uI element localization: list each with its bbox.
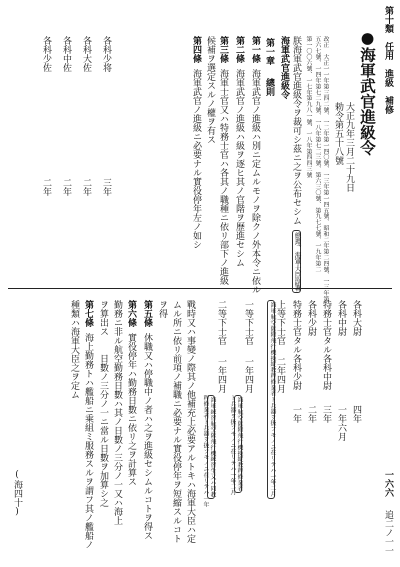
article-7-line: 種類ハ海軍大臣之ヲ定ム: [69, 300, 79, 399]
article-3-number: 第三條: [218, 36, 228, 63]
rank-years: 四年: [351, 405, 361, 423]
rank-years: 二年: [61, 178, 71, 196]
rank-years: 二年: [81, 178, 91, 196]
article-6-line: 勤務ニ非ル航空勤務日數ハ其ノ日數ノ三分ノ一又ハ海上: [112, 300, 122, 525]
order-title: ●海軍武官進級令: [358, 28, 377, 156]
article-2-number: 第二條: [234, 36, 244, 63]
itto-label: 一等下士官: [243, 300, 253, 345]
page-marker: (海四十): [12, 470, 22, 517]
article-4-para-line: 戰時又ハ事變ノ際其ノ他補充上必要アルトキハ海軍大臣ハ定: [185, 300, 195, 543]
rank-label: 各科中佐: [61, 36, 71, 72]
article-1-number: 第一條: [250, 36, 260, 63]
article-6-text: 實役停年ハ勤務日數ニ依リ之ヲ計算ス: [126, 333, 136, 486]
rank-label: 各科少佐: [41, 36, 51, 72]
article-7-text: 海上勤務トハ艦船ニ乘組ミ服務スルヲ謂フ其ノ艦船ノ: [83, 333, 93, 549]
rank-years: 三年: [321, 405, 331, 423]
rank-label: 各科少尉: [306, 300, 316, 336]
article-2-text: 海軍武官ノ進級ハ級ヲ逐ヒ其ノ官階ヲ歷進セシム: [234, 69, 244, 267]
nito-note-1: 海軍練習航空隊飛行機練習生又ハ同教: [209, 397, 215, 498]
article-4-para-line: ムル所ニ依リ前項ノ補職ニ必要ナル實役停年ヲ短縮スルコト: [171, 300, 181, 543]
rank-years: 一年六月: [336, 405, 346, 441]
article-4-para-line: ヲ得: [157, 300, 167, 318]
article-6-line: ヲ算出ス 日數ノ三分ノ一ニ當ル日數ヲ加算シ之: [98, 300, 108, 507]
revision-line-2: 五六七號、一四年第七二九號、一八年第七二三號、第六三〇號、第九七七號、一九年第二: [314, 36, 320, 272]
order-date: 大正九年三月二十九日: [344, 102, 354, 192]
rank-label: 各科中尉: [336, 300, 346, 336]
page-number: 一六六: [383, 470, 393, 497]
rank-label: 各科大佐: [81, 36, 91, 72]
article-7-number: 第七條: [83, 300, 93, 327]
article-5-text: 休職又ハ停職中ノ者ハ之ヲ進級セシムルコトヲ得ス: [142, 333, 152, 540]
order-number: 勅令第五十八號: [333, 102, 343, 165]
article-1-text: 海軍武官ノ進級ハ別ニ定ムルモノヲ除クノ外本令ニ依ル: [250, 69, 260, 294]
rank-label: 特務士官タル各科少尉: [291, 300, 301, 390]
rank-label: 各科大尉: [351, 300, 361, 336]
chapter-number: 第一章: [264, 38, 274, 65]
article-3-text-cont: 候補ヲ選定スルノ權ヲ有ス: [205, 36, 215, 144]
preamble-signatories: 總理、海軍大臣副署: [293, 232, 301, 292]
article-6-number: 第六條: [126, 300, 136, 327]
revision-note: 追二ノ一一: [383, 510, 393, 555]
article-4-number: 第四條: [191, 36, 201, 63]
nito-label: 二等下士官: [216, 300, 226, 345]
chapter-name: 總則: [264, 78, 274, 96]
revision-line-1: 改正 大正一一年第三四二號、一二年第一四〇號、一三年第一四五號、昭和二年第二四號、一三年第: [322, 36, 328, 302]
nito-period: 一年四月: [216, 357, 226, 393]
itto-note-2: ト兵器ヲ扱フモノニ在リテハ一年二月: [229, 395, 235, 496]
rank-years: 三年: [101, 178, 111, 196]
joto-label: 上等下士官: [275, 300, 285, 345]
itto-note-1: 海軍航空隊附飛行機操縦教程修業者: [236, 397, 242, 492]
itto-period: 一年四月: [243, 357, 253, 393]
article-4-text: 海軍武官ノ進級ニ必要ナル實役停年左ノ如シ: [191, 69, 201, 249]
rank-years: 二年: [41, 178, 51, 196]
joto-note: 海軍航空隊附飛行機操縦教程修業者ト兵器ヲ扱フモノニ在リテハ一年二月: [269, 302, 275, 497]
revision-line-3: 第一〇〇六號、一七年第九八一號、一八年第四四三號: [305, 36, 311, 178]
section-divider: [8, 288, 392, 289]
category-header: 第十類 任用 進級 補修: [383, 6, 393, 114]
joto-period: 二年四月: [275, 357, 285, 393]
article-3-text: 海軍士官又ハ特務士官ハ各其ノ職種ニ依リ部下ノ進級: [218, 69, 228, 285]
nito-note-2: 程修業者ト兵器ヲ扱フモノニ在リテハ一年: [202, 395, 208, 508]
rank-years: 二年: [306, 405, 316, 423]
preamble: 朕海軍武官進級令ヲ裁可シ茲ニ之ヲ公布セシム: [291, 36, 301, 225]
rank-years: 一年: [291, 405, 301, 423]
inner-title: 海軍武官進級令: [279, 36, 289, 99]
rank-label: 特務士官タル各科中尉: [321, 300, 331, 390]
rank-label: 各科少将: [101, 36, 111, 72]
article-5-number: 第五條: [142, 300, 152, 327]
